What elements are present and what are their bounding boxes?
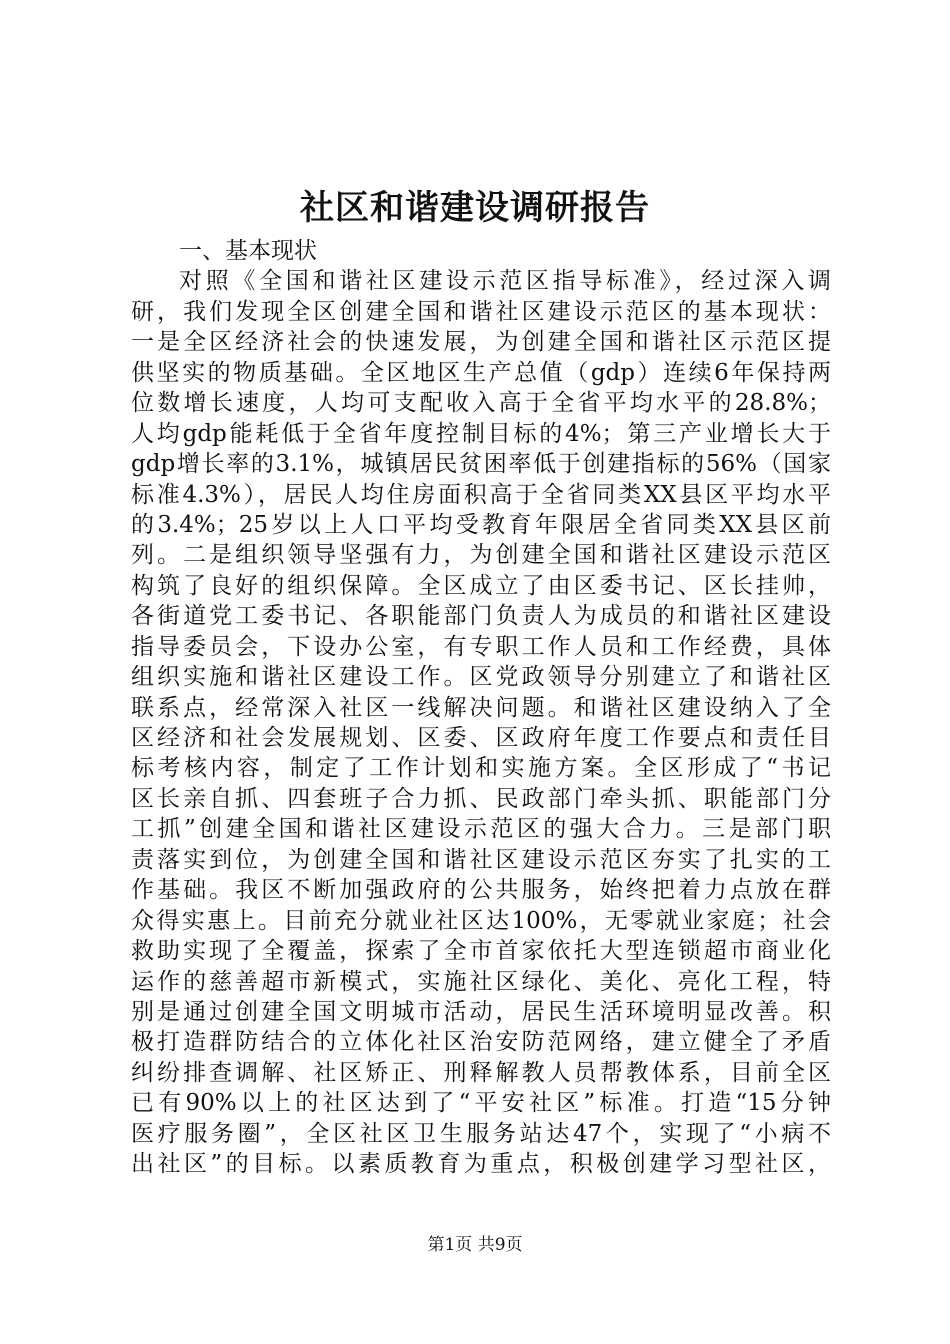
document-title: 社区和谐建设调研报告	[300, 188, 650, 228]
paragraph-line: 标考核内容，制定了工作计划和实施方案。全区形成了“书记	[131, 755, 831, 782]
paragraph-line: 区长亲自抓、四套班子合力抓、民政部门牵头抓、职能部门分	[131, 785, 831, 812]
paragraph-line: 工抓”创建全国和谐社区建设示范区的强大合力。三是部门职	[131, 816, 831, 843]
page-number: 第1页 共9页	[427, 1235, 523, 1255]
paragraph-line: 责落实到位，为创建全国和谐社区建设示范区夯实了扎实的工	[131, 846, 831, 873]
paragraph-line: 联系点，经常深入社区一线解决问题。和谐社区建设纳入了全	[131, 694, 831, 721]
paragraph-line: 众得实惠上。目前充分就业社区达100%，无零就业家庭；社会	[131, 907, 831, 934]
paragraph-line: 出社区”的目标。以素质教育为重点，积极创建学习型社区，	[131, 1151, 831, 1178]
paragraph-line: 供坚实的物质基础。全区地区生产总值（gdp）连续6年保持两	[131, 359, 831, 386]
paragraph-line: gdp增长率的3.1%，城镇居民贫困率低于创建指标的56%（国家	[131, 451, 831, 478]
paragraph-line: 各街道党工委书记、各职能部门负责人为成员的和谐社区建设	[131, 603, 831, 630]
paragraph-line: 指导委员会，下设办公室，有专职工作人员和工作经费，具体	[131, 633, 831, 660]
paragraph-line: 研，我们发现全区创建全国和谐社区建设示范区的基本现状：	[131, 298, 831, 325]
paragraph-line: 区经济和社会发展规划、区委、区政府年度工作要点和责任目	[131, 725, 831, 751]
paragraph-line: 别是通过创建全国文明城市活动，居民生活环境明显改善。积	[131, 998, 831, 1025]
paragraph-line: 的3.4%；25岁以上人口平均受教育年限居全省同类XX县区前	[131, 511, 831, 538]
paragraph-line: 标准4.3%），居民人均住房面积高于全省同类XX县区平均水平	[131, 481, 831, 508]
paragraph-line: 位数增长速度，人均可支配收入高于全省平均水平的28.8%；	[131, 390, 831, 417]
paragraph-line: 组织实施和谐社区建设工作。区党政领导分别建立了和谐社区	[131, 664, 831, 691]
section-heading: 一、基本现状	[179, 238, 317, 264]
paragraph-line: 人均gdp能耗低于全省年度控制目标的4%；第三产业增长大于	[131, 420, 831, 447]
paragraph-line: 极打造群防结合的立体化社区治安防范网络，建立健全了矛盾	[131, 1029, 831, 1056]
paragraph-line: 运作的慈善超市新模式，实施社区绿化、美化、亮化工程，特	[131, 968, 831, 995]
paragraph-line: 对照《全国和谐社区建设示范区指导标准》，经过深入调	[179, 268, 831, 295]
paragraph-line: 一是全区经济社会的快速发展，为创建全国和谐社区示范区提	[131, 329, 831, 356]
paragraph-line: 救助实现了全覆盖，探索了全市首家依托大型连锁超市商业化	[131, 938, 831, 965]
paragraph-line: 医疗服务圈”，全区社区卫生服务站达47个，实现了“小病不	[131, 1120, 831, 1147]
paragraph-line: 纠纷排查调解、社区矫正、刑释解教人员帮教体系，目前全区	[131, 1059, 831, 1086]
paragraph-line: 作基础。我区不断加强政府的公共服务，始终把着力点放在群	[131, 877, 831, 904]
paragraph-line: 已有90%以上的社区达到了“平安社区”标准。打造“15分钟	[131, 1090, 831, 1117]
document-body	[131, 236, 831, 1180]
paragraph-line: 构筑了良好的组织保障。全区成立了由区委书记、区长挂帅，	[131, 572, 831, 599]
paragraph-line: 列。二是组织领导坚强有力，为创建全国和谐社区建设示范区	[131, 542, 831, 569]
